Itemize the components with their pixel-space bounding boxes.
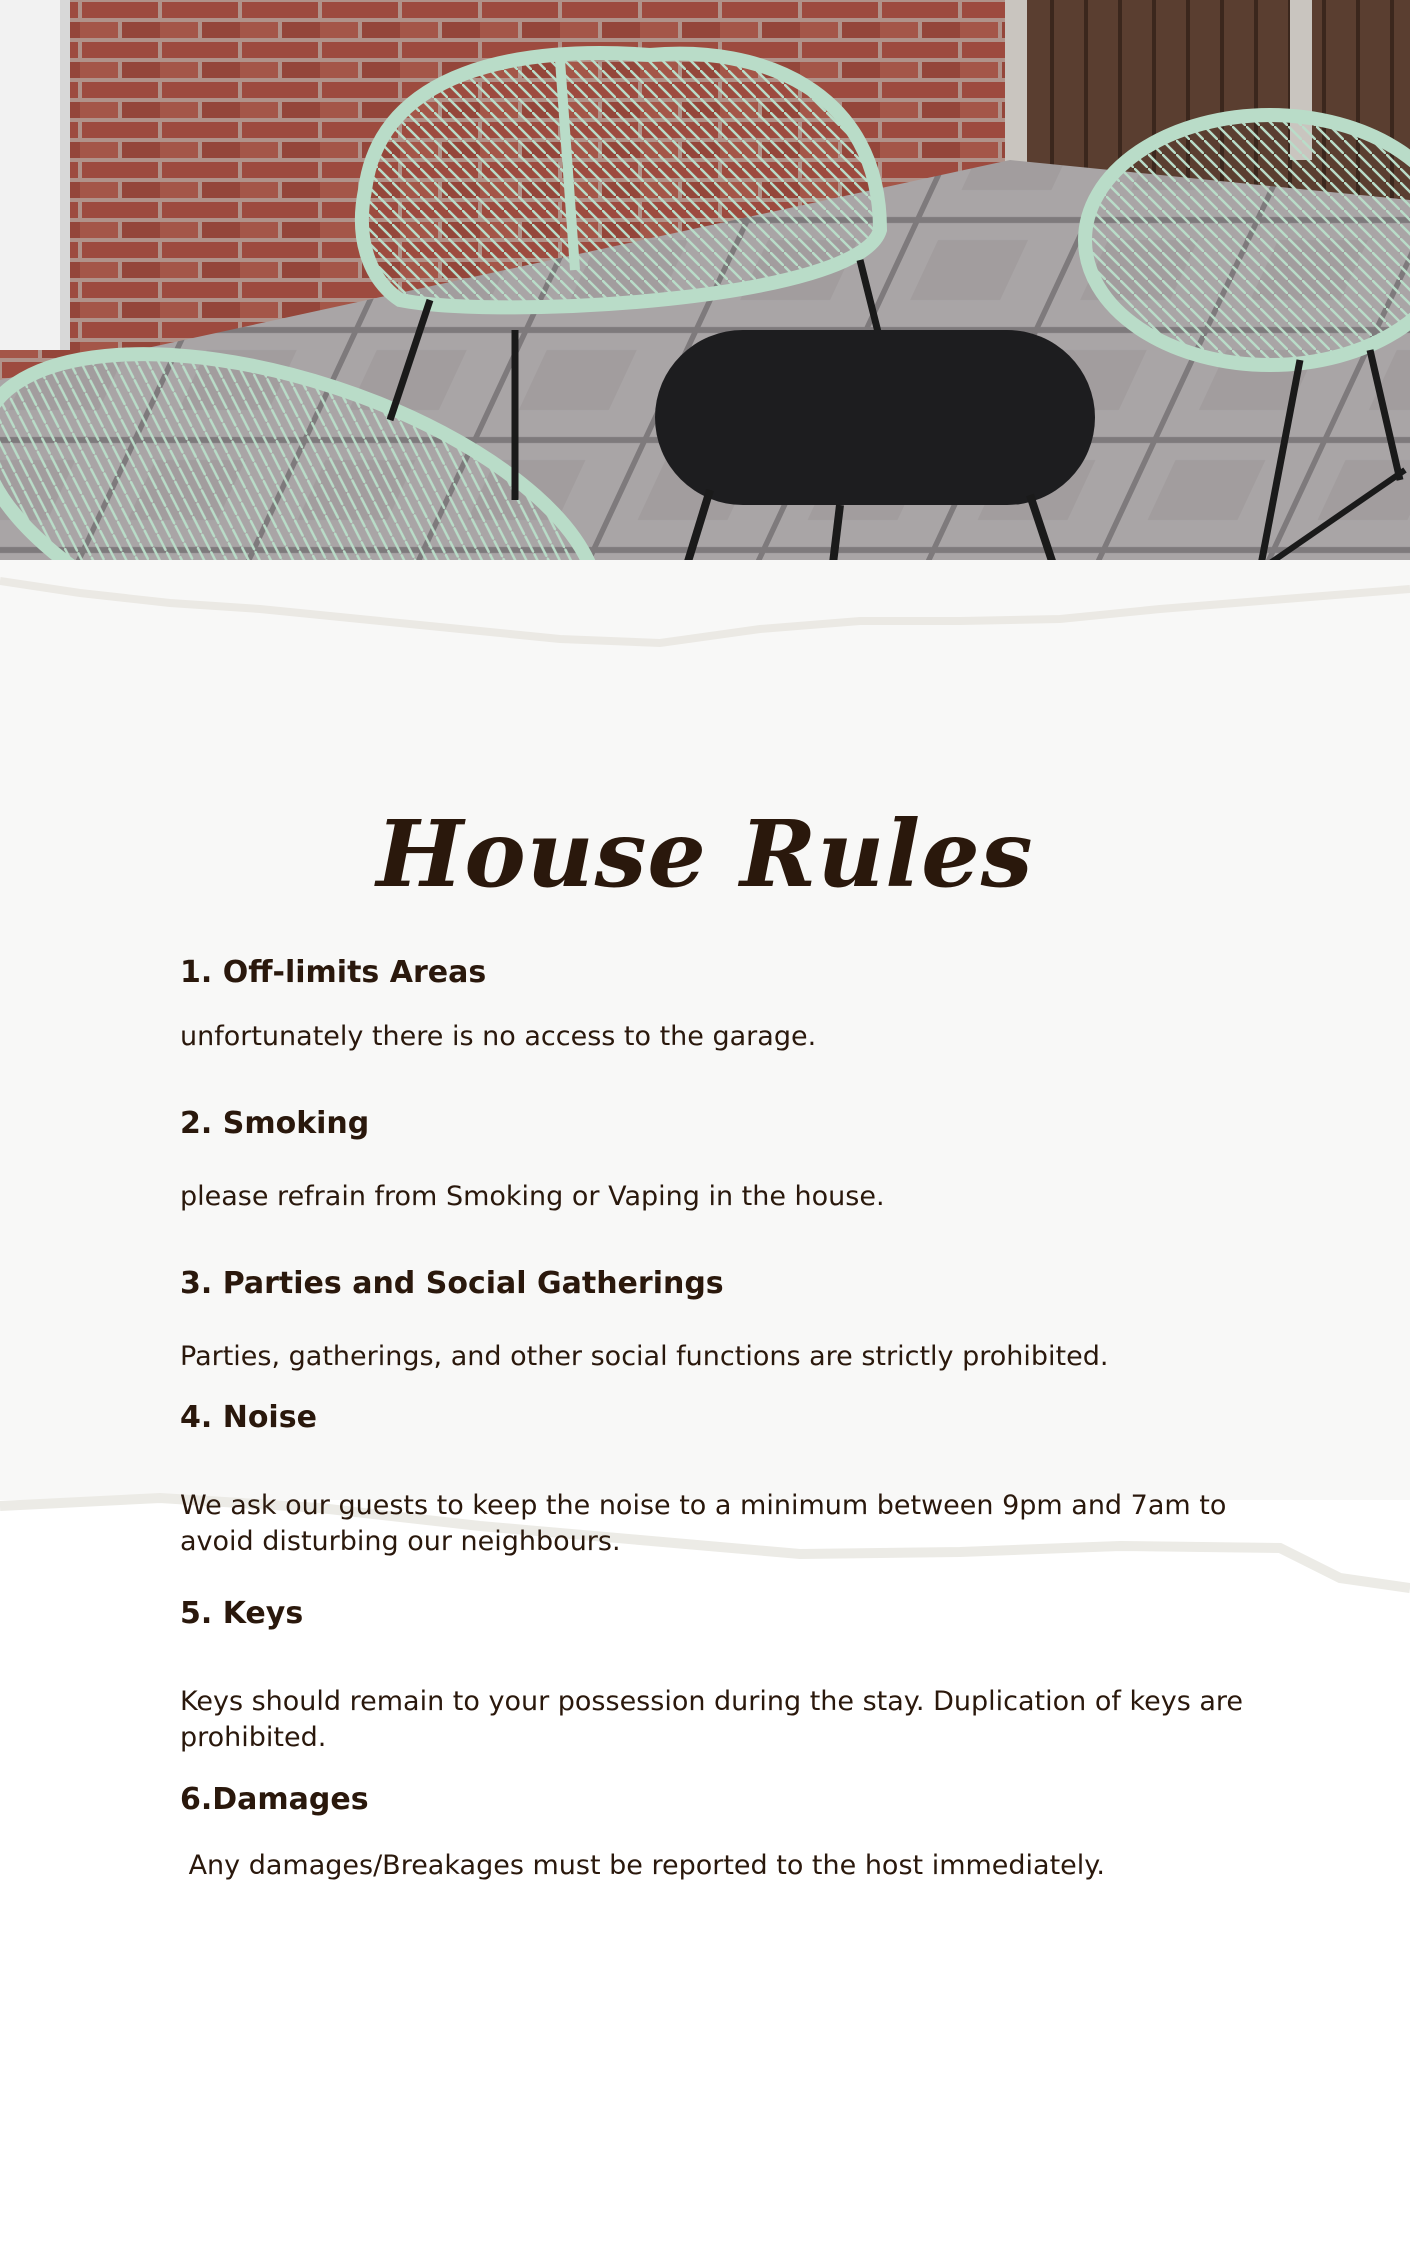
page-title: House Rules xyxy=(376,800,1034,908)
rule-text-parties: Parties, gatherings, and other social functions are strictly prohibited. xyxy=(180,1341,1109,1372)
torn-paper-edge-top xyxy=(0,555,1410,685)
rule-text-smoking: please refrain from Smoking or Vaping in the house. xyxy=(180,1181,885,1212)
rule-heading-smoking: 2. Smoking xyxy=(180,1106,370,1141)
rule-heading-keys: 5. Keys xyxy=(180,1596,304,1631)
rule-heading-off-limits: 1. Off-limits Areas xyxy=(180,955,487,990)
rule-heading-parties: 3. Parties and Social Gatherings xyxy=(180,1266,724,1301)
rule-text-noise: We ask our guests to keep the noise to a minimum between 9pm and 7am to avoid disturbing our neighbours. xyxy=(180,1490,1227,1557)
rule-text-off-limits: unfortunately there is no access to the garage. xyxy=(180,1021,817,1052)
rule-heading-damages: 6.Damages xyxy=(180,1782,369,1817)
rule-text-damages: Any damages/Breakages must be reported to the host immediately. xyxy=(180,1850,1106,1881)
rule-heading-noise: 4. Noise xyxy=(180,1400,317,1435)
rule-text-keys: Keys should remain to your possession during the stay. Duplication of keys are prohibited. xyxy=(180,1686,1244,1753)
